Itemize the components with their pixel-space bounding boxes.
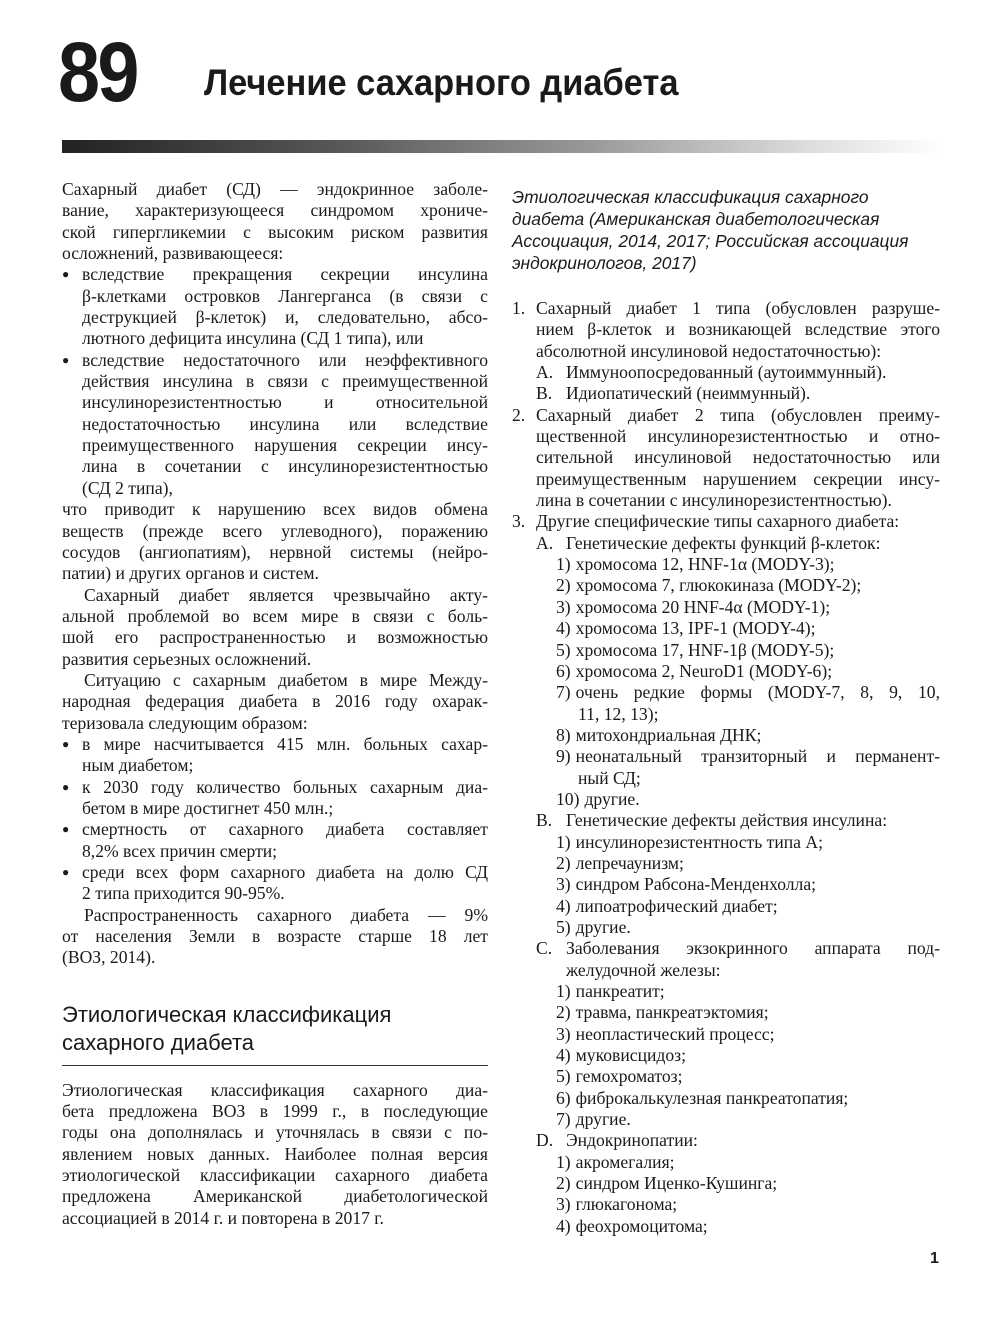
line-text: митохондриальная ДНК; [575,724,762,745]
list-marker: 3) [556,1194,571,1215]
line-text: синдром Иценко-Кушинга; [575,1173,778,1194]
line-text: хромосома 20 HNF-4α (MODY-1); [575,596,831,617]
heading-line: диабета (Американская диабетологическая [512,209,880,229]
text-line: альной проблемой во всем мире в связи с боль- [62,605,488,626]
paragraph [62,905,488,969]
text-line: этиологической классификации сахарного диабета [62,1165,488,1186]
text-line [556,1173,940,1194]
list-item [512,362,940,383]
text-line: преимущественным нарушением секреции инсу- [536,468,940,489]
text-line: Сахарный диабет является чрезвычайно акту- [84,584,488,605]
list-item [512,597,940,618]
text-line: от населения Земли в возрасте старше 18 лет [62,926,488,947]
text-line: 11, 12, 13); [578,703,659,724]
bullet-item [62,819,488,862]
line-text: неопластический процесс; [575,1023,775,1044]
text-line: инсулинорезистентностью и относительной [82,392,488,413]
text-line [556,575,940,596]
text-line [62,264,488,285]
list-item [512,533,940,554]
text-line: Иммуноопосредованный (аутоиммунный). [566,362,887,383]
list-marker: D. [536,1130,554,1151]
text-line: теризовала следующим образом: [62,712,308,733]
text-line: β-клетками островков Лангерганса (в связи с [82,285,488,306]
text-line: 2 типа приходится 90-95%. [82,883,285,904]
line-text: неонатальный транзиторный и перманент- [575,746,940,767]
line-text: инсулинорезистентность типа А; [575,831,823,852]
list-marker: 1) [556,981,571,1001]
text-line [556,917,940,938]
list-item [512,1024,940,1045]
text-line: лина в сочетании с инсулинорезистентностью [82,456,488,477]
list-item [512,1088,940,1109]
list-marker: 5) [556,916,571,937]
line-text: смертность от сахарного диабета составляет [82,819,488,840]
list-marker: 4) [556,895,571,916]
text-line [556,1045,940,1066]
text-line [556,597,940,618]
list-item [512,1173,940,1194]
list-marker: A. [536,532,554,553]
text-line [556,1194,940,1215]
paragraph [62,1080,488,1229]
chapter-title: Лечение сахарного диабета [204,62,679,103]
page-number: 1 [930,1250,939,1267]
list-item [512,1002,940,1023]
list-item [512,554,940,575]
bullet-item [62,264,488,349]
text-line [556,661,940,682]
text-line: недостаточностью инсулина или вследствие [82,413,488,434]
list-marker: 6) [556,1087,571,1108]
text-line [556,1216,940,1237]
line-text: глюкагонома; [575,1194,678,1215]
text-line [62,819,488,840]
left-column [62,179,488,1229]
text-line [556,554,940,575]
line-text: травма, панкреатэктомия; [575,1002,769,1023]
text-line [556,682,940,703]
list-marker: 2. [512,404,526,425]
text-line [556,1109,940,1130]
classification-heading [512,186,940,274]
list-item [512,810,940,831]
paragraph [62,585,488,670]
list-marker: 10) [556,788,580,809]
list-marker: 2) [556,852,571,873]
line-text: другие. [575,1109,631,1130]
text-line: лина в сочетании с инсулинорезистентностью). [536,490,892,511]
list-item [512,1216,940,1237]
text-line: ным диабетом; [82,755,194,776]
list-item [512,832,940,853]
line-text: акромегалия; [575,1151,675,1172]
text-line: сительной инсулиновой недостаточностью или [536,447,940,468]
section-heading [62,1001,488,1066]
text-line: абсолютной инсулиновой недостаточностью): [536,340,882,361]
text-line: что приводит к нарушению всех видов обмена [62,499,488,520]
bullet-icon: ● [62,352,70,367]
line-text: в мире насчитывается 415 млн. больных сахар- [82,733,488,754]
line-text: лепречаунизм; [575,852,684,873]
text-line: ассоциацией в 2014 г. и повторена в 2017 г. [62,1207,384,1228]
text-line [556,789,940,810]
text-line: Эндокринопатии: [566,1130,698,1151]
text-line [556,832,940,853]
list-marker: 3) [556,596,571,617]
heading-line: Ассоциация, 2014, 2017; Российская ассоциация [512,231,909,251]
list-marker: 3. [512,511,526,532]
list-item [512,405,940,512]
paragraph [62,670,488,734]
line-text: очень редкие формы (MODY-7, 8, 9, 10, [575,682,940,703]
list-marker: 3) [556,1023,571,1044]
text-line [556,640,940,661]
text-line [62,777,488,798]
list-item [512,618,940,639]
text-line: Другие специфические типы сахарного диабета: [536,511,900,532]
list-marker: 4) [556,1215,571,1236]
text-line: желудочной железы: [566,959,721,980]
text-line: патии) и других органов и систем. [62,563,319,584]
list-item [512,1194,940,1215]
text-line [556,874,940,895]
text-line: (ВОЗ, 2014). [62,947,156,968]
list-marker: 4) [556,1045,571,1066]
text-line [556,981,940,1002]
line-text: синдром Рабсона-Менденхолла; [575,874,817,895]
list-item [512,1045,940,1066]
text-line: 8,2% всех причин смерти; [82,840,278,861]
list-marker: 8) [556,724,571,745]
list-marker: 9) [556,746,571,767]
heading-line: Этиологическая классификация сахарного [512,187,869,207]
text-line: преимущественного нарушения секреции инсу- [82,435,488,456]
list-marker: B. [536,383,553,404]
text-line: Генетические дефекты действия инсулина: [566,810,888,831]
bullet-icon: ● [62,865,70,879]
list-item [512,789,940,810]
right-column [512,186,940,1237]
list-item [512,725,940,746]
list-item [512,640,940,661]
list-item [512,917,940,938]
text-line [62,734,488,755]
bullet-item [62,777,488,820]
bullet-item [62,734,488,777]
list-marker: 7) [556,682,571,703]
bullet-icon: ● [62,267,70,282]
list-item [512,896,940,917]
text-line: веществ (прежде всего углеводного), поражению [62,520,488,541]
line-text: другие. [575,916,631,937]
list-marker: A. [536,362,554,383]
text-line: Сахарный диабет 1 типа (обусловлен разруше- [536,298,940,318]
line-text: муковисцидоз; [575,1045,686,1066]
text-line [556,1066,940,1087]
text-line [556,896,940,917]
list-marker: 4) [556,618,571,639]
text-line [556,746,940,767]
text-line: щественной инсулинорезистентностью и отно- [536,426,940,447]
list-item [512,511,940,532]
text-line: бетом в мире достигнет 450 млн.; [82,797,334,818]
text-line: предложена Американской диабетологической [62,1186,488,1207]
list-item [512,682,940,725]
list-item [512,298,940,362]
list-item [512,575,940,596]
list-marker: 5) [556,639,571,660]
heading-line: сахарного диабета [62,1029,255,1055]
text-line: развития серьезных осложнений. [62,648,312,669]
line-text: хромосома 13, IPF-1 (MODY-4); [575,618,816,639]
text-line: Генетические дефекты функций β-клеток: [566,532,881,553]
list-item [512,874,940,895]
line-text: фиброкалькулезная панкреатопатия; [575,1087,849,1108]
text-line [556,1024,940,1045]
text-line: деструкцией β-клеток) и, следовательно, абсо- [82,307,488,328]
text-line [556,618,940,639]
line-text: липоатрофический диабет; [575,895,778,916]
list-marker: 1) [556,1151,571,1172]
text-line [556,725,940,746]
list-marker: 6) [556,660,571,681]
line-text: хромосома 7, глюкокиназа (MODY-2); [575,575,862,596]
heading-line: Этиологическая классификация [62,1001,392,1027]
list-marker: C. [536,938,553,959]
text-line [556,1088,940,1109]
text-line: нием β-клеток и возникающей вследствие этого [536,319,940,340]
list-marker: 3) [556,874,571,895]
text-line: ской гипергликемии с высоким риском развития [62,221,488,242]
list-marker: 5) [556,1066,571,1087]
list-item [512,938,940,981]
list-item [512,1152,940,1173]
text-line: бета предложена ВОЗ в 1999 г., в последующие [62,1101,488,1122]
text-line: действия инсулина в связи с преимущественной [82,371,488,392]
text-line [62,350,488,371]
text-line: шой его распространенностью и возможностью [62,627,488,648]
chapter-number: 89 [58,25,137,119]
list-marker: 1) [556,831,571,852]
text-line: Идиопатический (неиммунный). [566,383,811,404]
text-line: (СД 2 типа), [82,477,173,498]
line-text: панкреатит; [575,981,665,1001]
text-line: годы она дополнялась и уточнялась в связи с по- [62,1122,488,1143]
text-line: Распространенность сахарного диабета — 9% [84,904,488,925]
text-line: Сахарный диабет (СД) — эндокринное заболе- [62,179,488,199]
line-text: гемохроматоз; [575,1066,683,1087]
text-line: Ситуацию с сахарным диабетом в мире Между- [84,669,488,690]
list-marker: 7) [556,1109,571,1130]
line-text: феохромоцитома; [575,1215,708,1236]
text-line: Заболевания экзокринного аппарата под- [566,938,940,959]
bullet-icon: ● [62,736,70,751]
line-text: хромосома 2, NeuroD1 (MODY-6); [575,660,833,681]
list-item [512,981,940,1002]
text-line [556,1152,940,1173]
paragraph [62,179,488,264]
list-item [512,746,940,789]
bullet-item [62,862,488,905]
text-line [556,853,940,874]
list-marker: 2) [556,1173,571,1194]
text-line: вание, характеризующееся синдромом хрониче- [62,200,488,221]
text-line: осложнений, развивающееся: [62,243,284,264]
list-marker: 2) [556,575,571,596]
line-text: другие. [584,788,640,809]
line-text: хромосома 12, HNF-1α (MODY-3); [575,554,835,575]
text-line: явлением новых данных. Наиболее полная версия [62,1143,488,1164]
text-line: лютного дефицита инсулина (СД 1 типа), или [82,328,424,349]
line-text: хромосома 17, HNF-1β (MODY-5); [575,639,835,660]
line-text: вследствие прекращения секреции инсулина [82,264,488,285]
list-item [512,1130,940,1151]
list-marker: 2) [556,1002,571,1023]
line-text: к 2030 году количество больных сахарным диа- [82,776,488,797]
text-line [556,1002,940,1023]
heading-line: эндокринологов, 2017) [512,253,697,273]
bullet-icon: ● [62,779,70,794]
line-text: среди всех форм сахарного диабета на долю СД [82,862,488,882]
list-item [512,383,940,404]
header-gradient-bar [62,140,942,153]
list-item [512,661,940,682]
list-marker: 1. [512,298,526,318]
bullet-item [62,350,488,499]
list-item [512,853,940,874]
text-line: народная федерация диабета в 2016 году охарак- [62,691,488,712]
list-marker: 1) [556,554,571,575]
bullet-icon: ● [62,822,70,837]
line-text: вследствие недостаточного или неэффективного [82,349,488,370]
text-line: сосудов (ангиопатиям), нервной системы (нейро- [62,541,488,562]
list-marker: B. [536,810,553,831]
paragraph [62,499,488,584]
list-item [512,1109,940,1130]
text-line [62,862,488,883]
list-item [512,1066,940,1087]
text-line: Этиологическая классификация сахарного диа- [62,1079,488,1100]
text-line: ный СД; [578,767,641,788]
text-line: Сахарный диабет 2 типа (обусловлен преиму- [536,404,940,425]
